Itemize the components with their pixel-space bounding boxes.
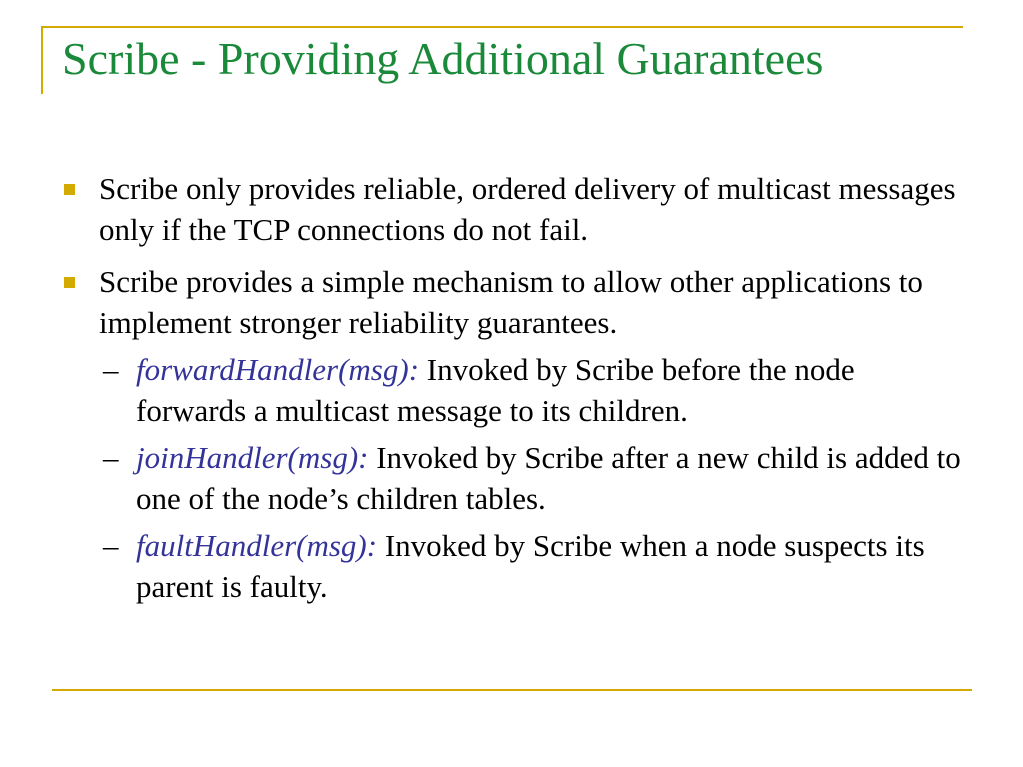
handler-name: joinHandler(msg): (136, 440, 369, 475)
bullet-item (64, 261, 964, 607)
title-accent-vertical-rule (41, 26, 43, 94)
square-bullet-icon (64, 277, 75, 288)
bullet-item (64, 168, 964, 250)
slide-title: Scribe - Providing Additional Guarantees (62, 33, 824, 84)
sub-item-fault-handler (99, 525, 964, 607)
dash-icon: – (103, 440, 119, 475)
bullet-text: Scribe only provides reliable, ordered delivery of multicast messages only if the TCP connections do not fail. (99, 171, 956, 247)
handler-sub-list (99, 349, 964, 607)
title-accent-top-rule (41, 26, 963, 28)
sub-item-join-handler (99, 437, 964, 519)
handler-name: forwardHandler(msg): (136, 352, 420, 387)
bullet-list (64, 168, 964, 618)
square-bullet-icon (64, 184, 75, 195)
sub-item-forward-handler (99, 349, 964, 431)
footer-accent-rule (52, 689, 972, 691)
dash-icon: – (103, 528, 119, 563)
bullet-text: Scribe provides a simple mechanism to allow other applications to implement stronger reliability guarantees. (99, 264, 923, 340)
handler-description: Invoked by Scribe before the node forwards a multicast message to its children. (136, 352, 855, 428)
dash-icon: – (103, 352, 119, 387)
handler-name: faultHandler(msg): (136, 528, 378, 563)
handler-description: Invoked by Scribe after a new child is added to one of the node’s children tables. (136, 440, 961, 516)
handler-description: Invoked by Scribe when a node suspects its parent is faulty. (136, 528, 925, 604)
